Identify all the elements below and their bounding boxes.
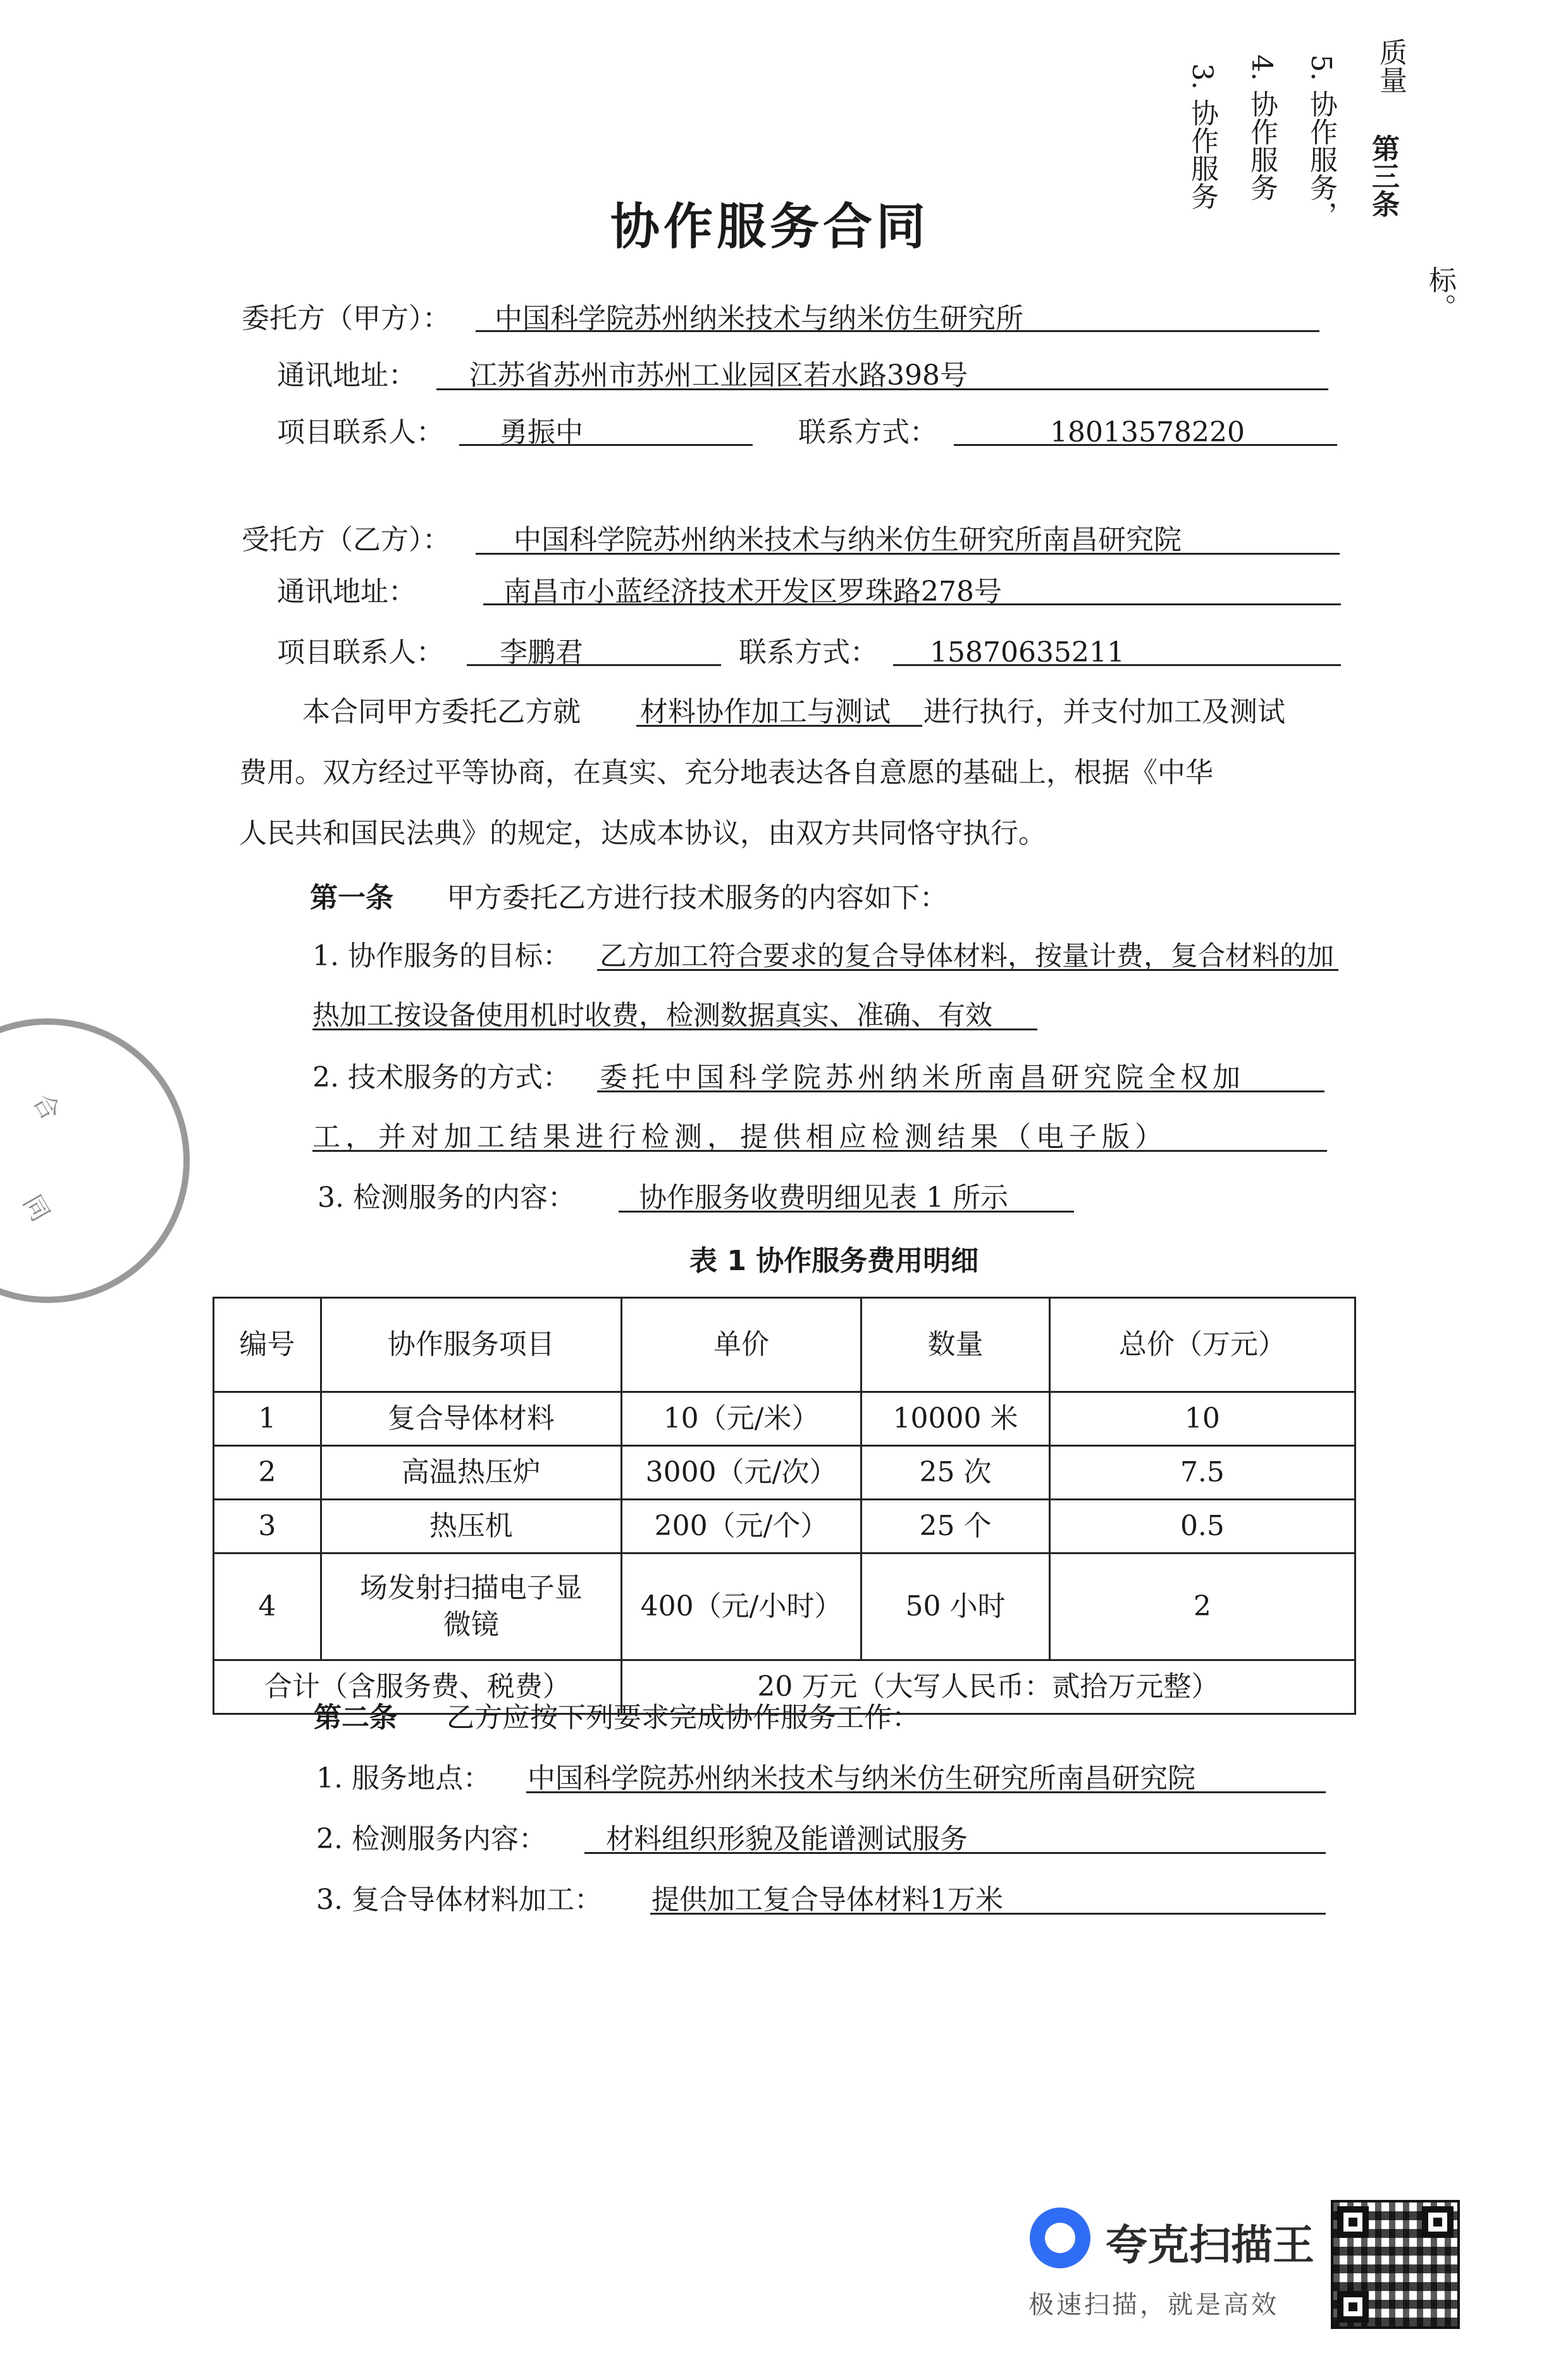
cell-unit-price: 3000（元/次） (621, 1446, 861, 1500)
party-b-label: 受托方（乙方）： (242, 524, 450, 556)
article1-text: 甲方委托乙方进行技术服务的内容如下： (447, 882, 948, 914)
article2-text: 乙方应按下列要求完成协作服务工作： (447, 1701, 920, 1734)
intro-line2: 费用。双方经过平等协商，在真实、充分地表达各自意愿的基础上，根据《中华 (239, 757, 1213, 789)
seal-stamp (0, 1018, 190, 1303)
party-a-address-underline (436, 388, 1328, 390)
article2-item3-value: 提供加工复合导体材料1万米 (651, 1884, 1003, 1916)
cell-item: 复合导体材料 (321, 1392, 621, 1446)
party-a-phone: 18013578220 (1050, 416, 1245, 448)
article2-item2-underline (584, 1852, 1326, 1854)
party-b-phone-underline (893, 664, 1341, 666)
scanner-brand: 夸克扫描王 (1106, 2221, 1314, 2270)
article2-item1-value: 中国科学院苏州纳米技术与纳米仿生研究所南昌研究院 (528, 1762, 1195, 1794)
scanner-slogan: 极速扫描，就是高效 (1028, 2290, 1279, 2319)
article1-item2-line2: 工，并对加工结果进行检测，提供相应检测结果（电子版） (312, 1121, 1168, 1153)
cell-unit-price: 10（元/米） (621, 1392, 861, 1446)
header-quantity: 数量 (861, 1298, 1050, 1392)
cell-item: 高温热压炉 (321, 1446, 621, 1500)
table-caption: 表 1 协作服务费用明细 (689, 1245, 979, 1277)
article1-heading: 第一条 (310, 882, 393, 914)
total-label: 合计（含服务费、税费） (214, 1660, 622, 1714)
bleed-text-article3: 第三条 (1367, 134, 1399, 218)
seal-mark: 同 (17, 1190, 55, 1227)
party-a-address-label: 通讯地址： (277, 359, 416, 392)
party-a-address: 江苏省苏州市苏州工业园区若水路398号 (469, 359, 968, 392)
cell-unit-price: 400（元/小时） (621, 1553, 861, 1660)
cell-item (321, 1553, 621, 1660)
party-a-name-underline (476, 330, 1319, 332)
intro-line1-pre: 本合同甲方委托乙方就 (302, 696, 581, 728)
party-a-name: 中国科学院苏州纳米技术与纳米仿生研究所 (495, 302, 1023, 335)
cell-total: 2 (1049, 1553, 1355, 1660)
cell-number: 2 (214, 1446, 321, 1500)
party-b-name: 中国科学院苏州纳米技术与纳米仿生研究所南昌研究院 (514, 524, 1182, 556)
intro-line1-subject: 材料协作加工与测试 (640, 696, 891, 728)
cell-number: 3 (214, 1500, 321, 1553)
bleed-text-col5: 标。 (1424, 266, 1456, 321)
party-b-address: 南昌市小蓝经济技术开发区罗珠路278号 (503, 576, 1002, 608)
article2-item1-label: 1. 服务地点： (316, 1762, 491, 1794)
party-b-contact: 李鹏君 (500, 636, 583, 669)
cell-quantity: 25 个 (861, 1500, 1050, 1553)
article2-item3-underline (650, 1913, 1326, 1915)
bleed-text-col2: 4. 协作服务 (1245, 54, 1278, 201)
fee-table (213, 1297, 1356, 1715)
article1-item2-label: 2. 技术服务的方式： (312, 1061, 571, 1094)
table-row (214, 1392, 1355, 1446)
cell-quantity: 10000 米 (861, 1392, 1050, 1446)
party-a-contact: 勇振中 (500, 416, 583, 448)
party-b-name-underline (476, 553, 1340, 555)
article1-item3-underline (619, 1211, 1074, 1213)
seal-mark: 合 (27, 1089, 65, 1126)
article2-item2-label: 2. 检测服务内容： (316, 1823, 546, 1855)
bleed-text-quality: 质量 (1374, 38, 1407, 94)
article1-item3-label: 3. 检测服务的内容： (318, 1182, 576, 1214)
header-number: 编号 (214, 1298, 321, 1392)
header-unit-price: 单价 (621, 1298, 861, 1392)
article2-heading: 第二条 (314, 1701, 397, 1734)
article1-item2-underline2 (312, 1150, 1327, 1152)
party-b-address-label: 通讯地址： (277, 576, 416, 608)
party-b-contact-label: 项目联系人： (277, 636, 444, 669)
article1-item1-label: 1. 协作服务的目标： (312, 940, 571, 972)
qr-code-icon (1331, 2200, 1460, 2329)
table-row (214, 1446, 1355, 1500)
article1-item1-underline2 (312, 1028, 1037, 1030)
intro-line3: 人民共和国民法典》的规定，达成本协议，由双方共同恪守执行。 (239, 817, 1046, 849)
table-row (214, 1500, 1355, 1553)
bleed-text-col1: 3. 协作服务 (1186, 63, 1218, 210)
intro-subject-underline (636, 725, 922, 727)
table-row (214, 1553, 1355, 1660)
party-a-contact-label: 项目联系人： (277, 416, 444, 448)
article2-item1-underline (526, 1791, 1326, 1793)
cell-total: 7.5 (1049, 1446, 1355, 1500)
article1-item2-underline1 (597, 1090, 1324, 1092)
header-total: 总价（万元） (1049, 1298, 1355, 1392)
article2-item3-label: 3. 复合导体材料加工： (316, 1884, 602, 1916)
cell-number: 4 (214, 1553, 321, 1660)
cell-item: 热压机 (321, 1500, 621, 1553)
bleed-text-col3: 5. 协作服务， (1305, 54, 1337, 229)
cell-number: 1 (214, 1392, 321, 1446)
cell-item-line2: 微镜 (443, 1609, 499, 1641)
table-header-row (214, 1298, 1355, 1392)
party-a-phone-underline (954, 444, 1337, 446)
header-item: 协作服务项目 (321, 1298, 621, 1392)
party-a-label: 委托方（甲方）： (242, 302, 450, 335)
article2-item2-value: 材料组织形貌及能谱测试服务 (606, 1823, 968, 1855)
article1-item1-line2: 热加工按设备使用机时收费，检测数据真实、准确、有效 (312, 1000, 992, 1032)
party-a-contact-underline (459, 444, 753, 446)
scanner-logo-icon (1030, 2208, 1090, 2268)
document-title: 协作服务合同 (610, 199, 930, 256)
cell-quantity: 25 次 (861, 1446, 1050, 1500)
party-b-phone: 15870635211 (930, 636, 1125, 669)
article1-item1-underline1 (597, 969, 1338, 971)
cell-item-line1: 场发射扫描电子显 (359, 1572, 583, 1604)
cell-quantity: 50 小时 (861, 1553, 1050, 1660)
total-value: 20 万元（大写人民币：贰拾万元整） (621, 1660, 1355, 1714)
intro-line1-post: 进行执行，并支付加工及测试 (923, 696, 1285, 728)
party-b-contact-underline (467, 664, 721, 666)
party-b-address-underline (483, 603, 1341, 605)
cell-unit-price: 200（元/个） (621, 1500, 861, 1553)
article1-item1-line1: 乙方加工符合要求的复合导体材料，按量计费，复合材料的加 (600, 941, 1334, 972)
party-b-phone-label: 联系方式： (739, 636, 878, 669)
cell-total: 0.5 (1049, 1500, 1355, 1553)
article1-item2-line1: 委托中国科学院苏州纳米所南昌研究院全权加 (600, 1061, 1245, 1094)
party-a-phone-label: 联系方式： (798, 416, 937, 448)
article1-item3-value: 协作服务收费明细见表 1 所示 (639, 1182, 1008, 1214)
cell-total: 10 (1049, 1392, 1355, 1446)
